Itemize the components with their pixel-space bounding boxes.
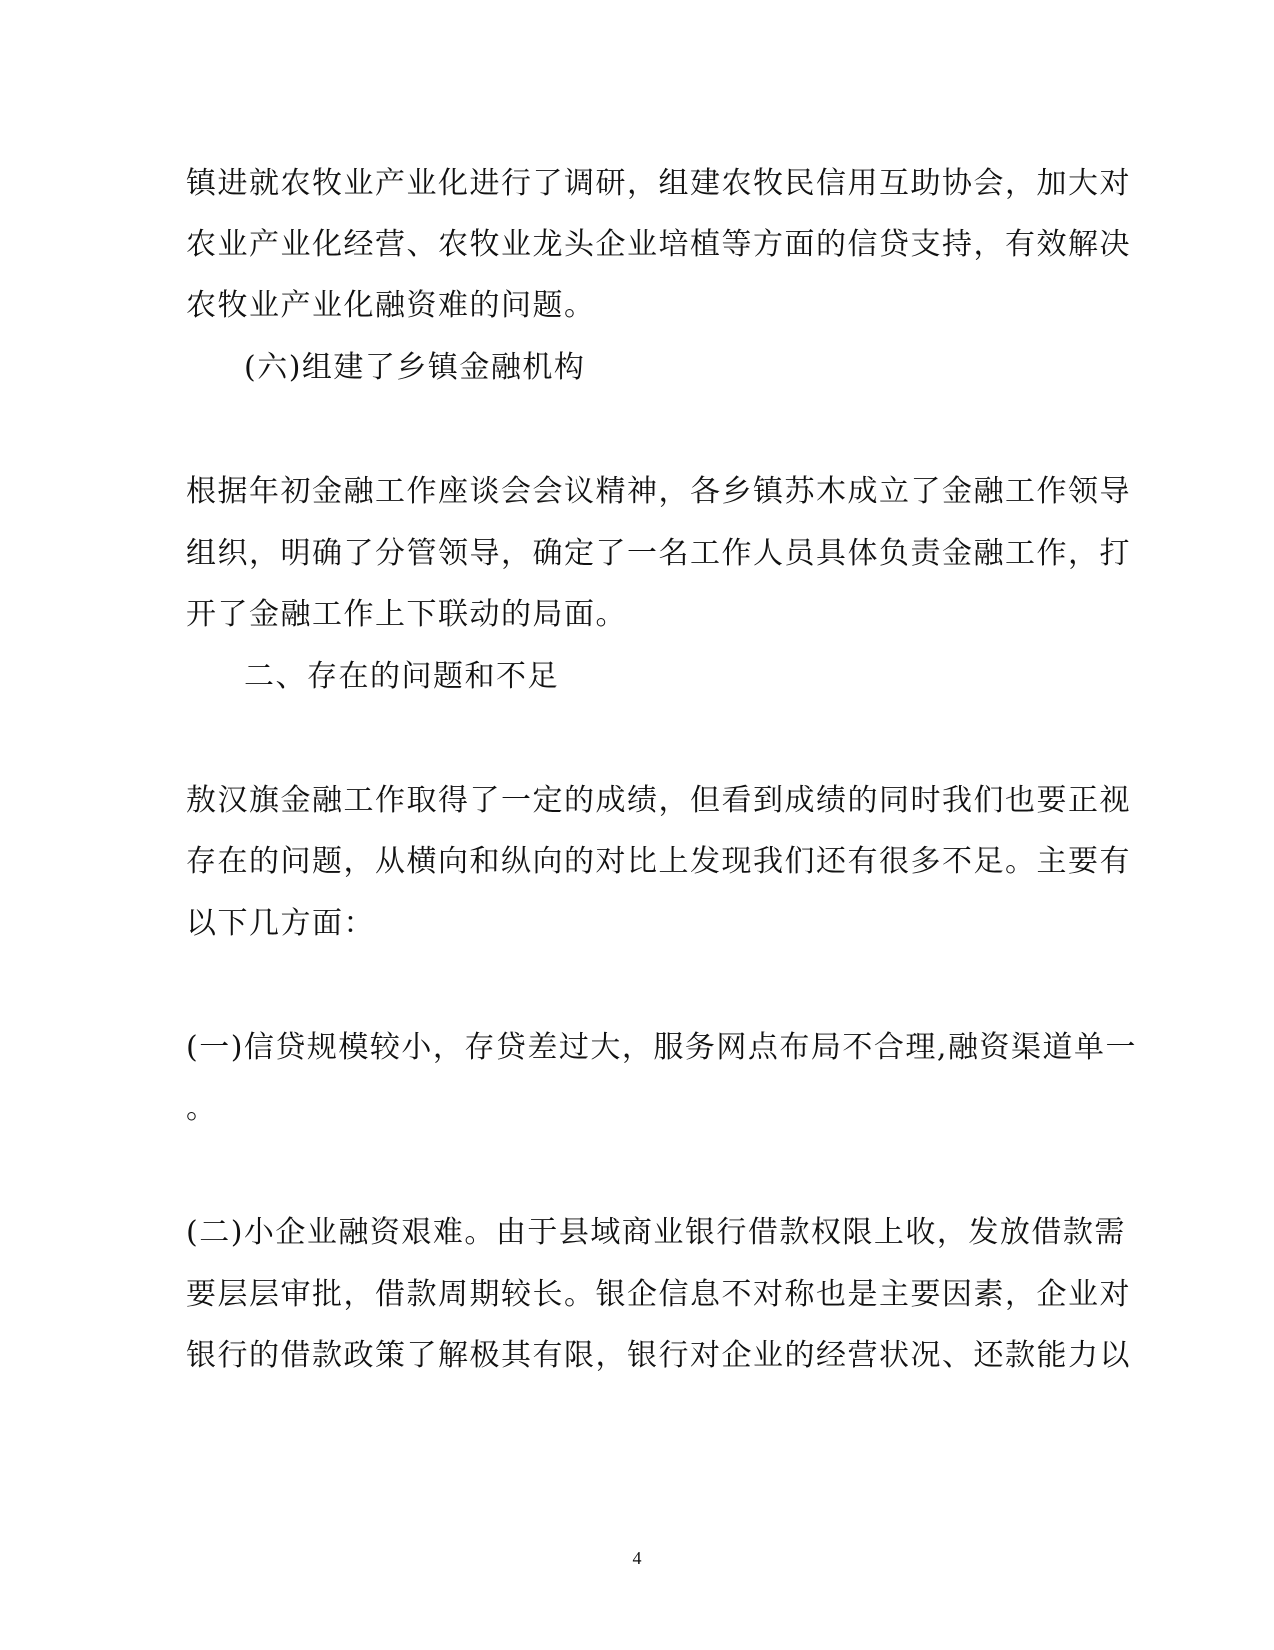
body-text-line: 组织，明确了分管领导，确定了一名工作人员具体负责金融工作，打 [186, 536, 1131, 571]
list-item-text: (一)信贷规模较小，存贷差过大，服务网点布局不合理,融资渠道单一 [186, 1030, 1137, 1065]
section-heading: (六)组建了乡镇金融机构 [244, 350, 586, 385]
body-text-line: 银行的借款政策了解极其有限，银行对企业的经营状况、还款能力以 [186, 1338, 1131, 1373]
body-text-line: 根据年初金融工作座谈会会议精神，各乡镇苏木成立了金融工作领导 [186, 474, 1131, 509]
body-text-line: 要层层审批，借款周期较长。银企信息不对称也是主要因素，企业对 [186, 1277, 1131, 1312]
body-text-line: 农牧业产业化融资难的问题。 [186, 288, 596, 323]
list-item-text: (二)小企业融资艰难。由于县域商业银行借款权限上收，发放借款需 [186, 1215, 1126, 1250]
body-text-line: 镇进就农牧业产业化进行了调研，组建农牧民信用互助协会，加大对 [186, 166, 1131, 201]
section-heading: 二、存在的问题和不足 [244, 659, 559, 694]
body-text-line: 敖汉旗金融工作取得了一定的成绩，但看到成绩的同时我们也要正视 [186, 783, 1131, 818]
body-text-line: 农业产业化经营、农牧业龙头企业培植等方面的信贷支持，有效解决 [186, 227, 1131, 262]
body-text-line: 。 [186, 1091, 218, 1126]
page-number: 4 [632, 1548, 642, 1568]
body-text-line: 开了金融工作上下联动的局面。 [186, 597, 627, 632]
body-text-line: 存在的问题，从横向和纵向的对比上发现我们还有很多不足。主要有 [186, 844, 1131, 879]
body-text-line: 以下几方面： [186, 906, 375, 941]
